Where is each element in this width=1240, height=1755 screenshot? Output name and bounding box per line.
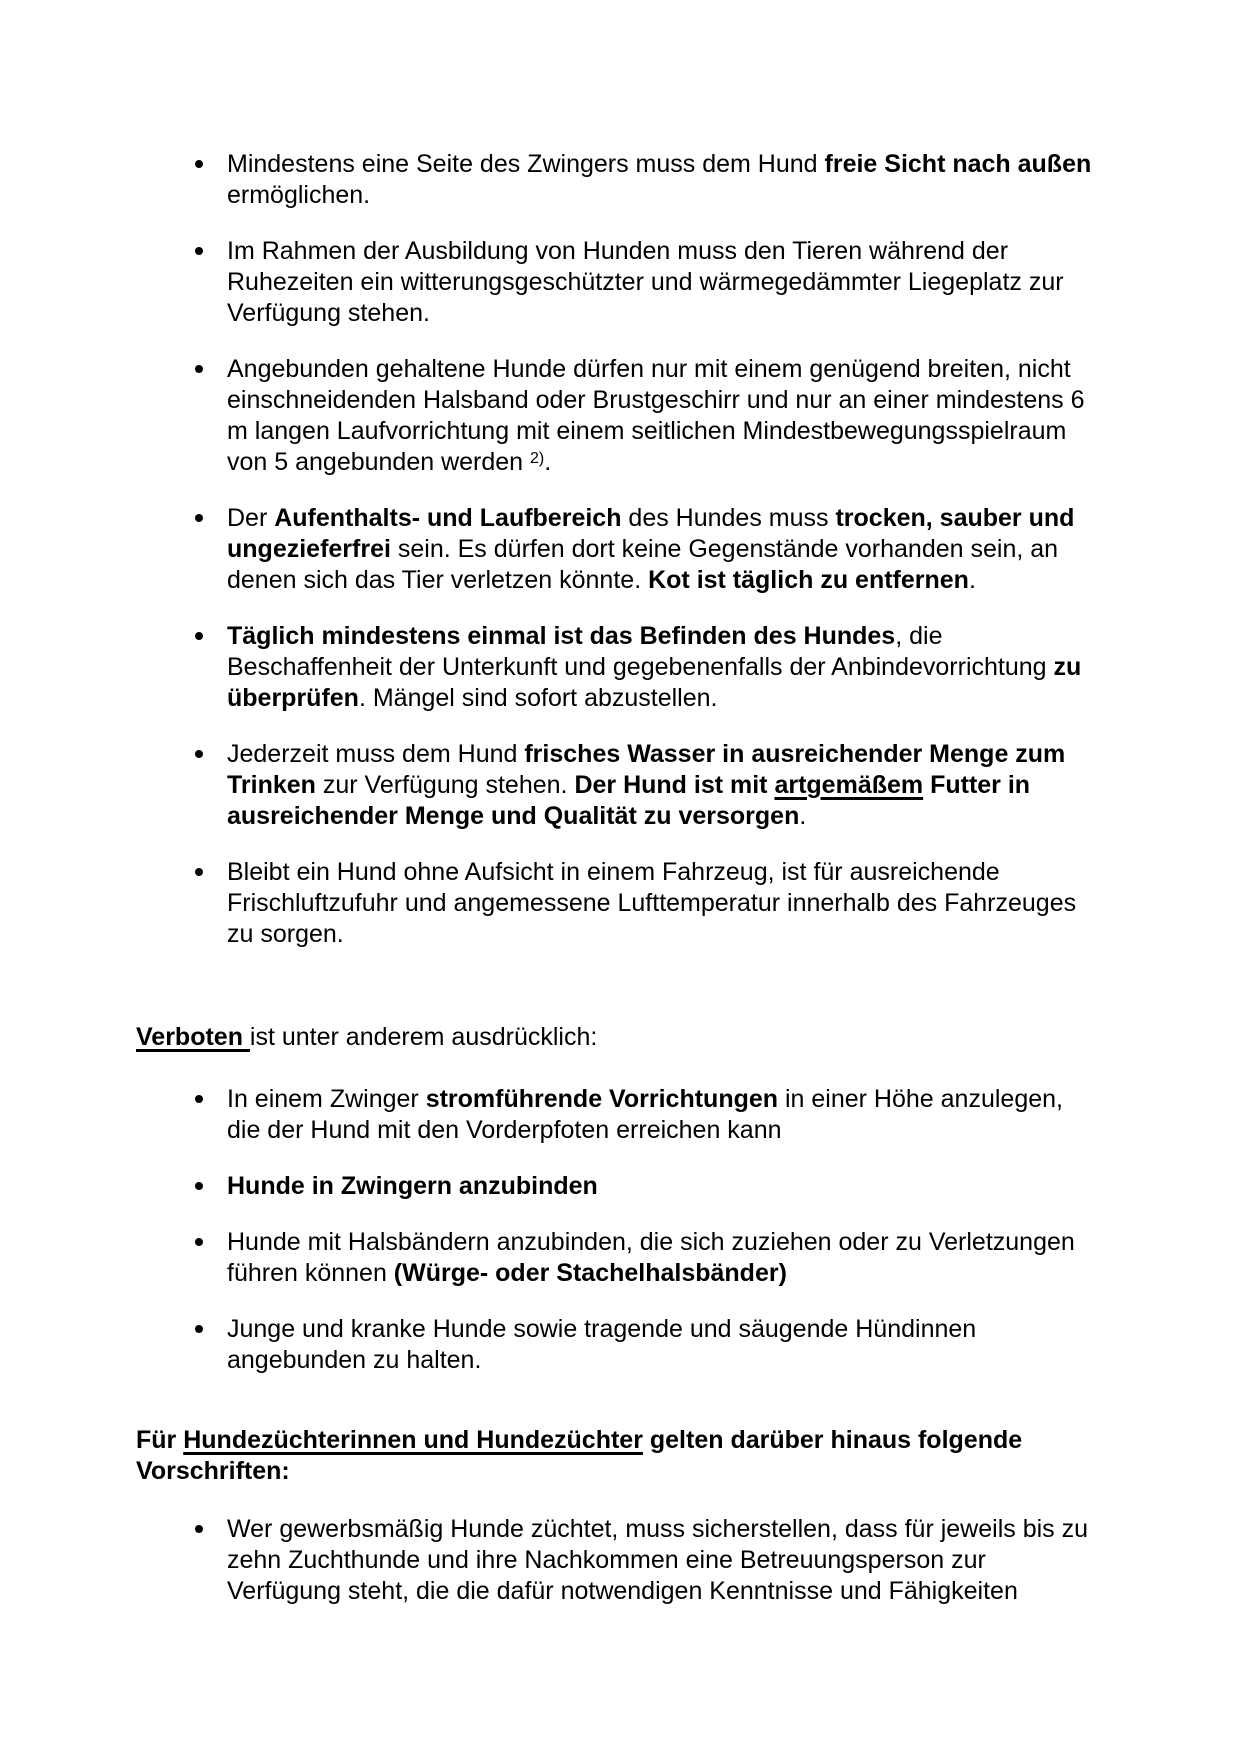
bullet-text	[227, 857, 1180, 950]
bullet-dot-icon	[195, 514, 203, 522]
text-run: zu sorgen.	[227, 920, 344, 948]
text-run: Ruhezeiten ein witterungsgeschützter und wärmegedämmter Liegeplatz zur	[227, 268, 1064, 296]
superscript-footnote-ref: 2)	[530, 450, 545, 467]
text-run: artgemäßem	[774, 771, 924, 799]
breeders-rules-list	[136, 1514, 1180, 1607]
text-line	[227, 1258, 1180, 1289]
text-run: .	[968, 566, 976, 594]
text-run: , die	[895, 622, 943, 650]
text-run: überprüfen	[227, 684, 359, 712]
bullet-text	[227, 503, 1180, 596]
text-line	[227, 503, 1180, 534]
text-run: . Mängel sind sofort abzustellen.	[358, 684, 718, 712]
bullet-dot-icon	[195, 750, 203, 758]
text-line	[227, 385, 1180, 416]
text-run: Angebunden gehaltene Hunde dürfen nur mit einem genügend breiten, nicht	[227, 355, 1071, 383]
bullet-dot-icon	[195, 1238, 203, 1246]
bullet-item	[136, 354, 1180, 478]
bullet-dot-icon	[195, 247, 203, 255]
bullet-text	[227, 621, 1180, 714]
text-line	[227, 298, 1180, 329]
text-run: Frischluftzufuhr und angemessene Lufttemperatur innerhalb des Fahrzeuges	[227, 889, 1077, 917]
text-line	[227, 739, 1180, 770]
text-line	[227, 1345, 1180, 1376]
text-line	[227, 1084, 1180, 1115]
breeders-heading	[136, 1425, 1180, 1487]
bullet-text	[227, 1314, 1180, 1376]
bullet-text	[227, 1084, 1180, 1146]
bullet-dot-icon	[195, 365, 203, 373]
bullet-dot-icon	[195, 868, 203, 876]
text-run: gelten darüber hinaus folgende	[642, 1426, 1023, 1454]
bullet-item	[136, 236, 1180, 329]
bullet-dot-icon	[195, 1095, 203, 1103]
text-line	[227, 1171, 1180, 1202]
text-run: Hunde in Zwingern anzubinden	[227, 1172, 598, 1200]
text-run: von 5 angebunden werden	[227, 448, 531, 476]
bullet-text	[227, 354, 1180, 478]
text-run: In einem Zwinger	[227, 1085, 426, 1113]
text-line	[227, 236, 1180, 267]
text-run: sein. Es dürfen dort keine Gegenstände vorhanden sein, an	[390, 535, 1059, 563]
bullet-item	[136, 857, 1180, 950]
text-run: Wer gewerbsmäßig Hunde züchtet, muss sicherstellen, dass für jeweils bis zu	[227, 1515, 1088, 1543]
text-run: angebunden zu halten.	[227, 1346, 482, 1374]
text-line	[227, 770, 1180, 801]
text-run: denen sich das Tier verletzen könnte.	[227, 566, 649, 594]
text-run: .	[544, 448, 552, 476]
text-line	[227, 1314, 1180, 1345]
text-run: zu	[1053, 653, 1082, 681]
text-run: freie Sicht nach außen	[824, 150, 1092, 178]
text-run: .	[799, 802, 807, 830]
text-run: Hundezüchterinnen und Hundezüchter	[183, 1426, 643, 1454]
text-line	[227, 416, 1180, 447]
text-run: Hunde mit Halsbändern anzubinden, die sich zuziehen oder zu Verletzungen	[227, 1228, 1075, 1256]
text-line	[227, 1576, 1180, 1607]
text-line	[227, 1514, 1180, 1545]
text-run: Jederzeit muss dem Hund	[227, 740, 525, 768]
text-run: die der Hund mit den Vorderpfoten erreichen kann	[227, 1116, 782, 1144]
text-run: Täglich mindestens einmal ist das Befinden des Hundes	[227, 622, 896, 650]
bullet-item	[136, 1314, 1180, 1376]
bullet-item	[136, 621, 1180, 714]
text-run: des Hundes muss	[621, 504, 836, 532]
text-line	[227, 1227, 1180, 1258]
bullet-dot-icon	[195, 1182, 203, 1190]
text-run: führen können	[227, 1259, 394, 1287]
text-line	[136, 1022, 1180, 1053]
text-line	[227, 565, 1180, 596]
text-run: Vorschriften:	[136, 1457, 290, 1485]
text-line	[227, 447, 1180, 478]
text-run: zur Verfügung stehen.	[315, 771, 575, 799]
text-run: trocken, sauber und	[835, 504, 1075, 532]
bullet-item	[136, 149, 1180, 211]
bullet-text	[227, 1171, 1180, 1202]
bullet-item	[136, 1084, 1180, 1146]
text-run: Trinken	[227, 771, 316, 799]
text-run: ungezieferfrei	[227, 535, 391, 563]
text-line	[227, 354, 1180, 385]
bullet-text	[227, 739, 1180, 832]
bullet-dot-icon	[195, 632, 203, 640]
text-run: Junge und kranke Hunde sowie tragende und säugende Hündinnen	[227, 1315, 977, 1343]
bullet-text	[227, 1514, 1180, 1607]
text-run: ausreichender Menge und Qualität zu versorgen	[227, 802, 800, 830]
bullet-item	[136, 1227, 1180, 1289]
text-run: Verboten	[136, 1023, 250, 1051]
bullet-item	[136, 1171, 1180, 1202]
text-line	[227, 149, 1180, 180]
bullet-dot-icon	[195, 160, 203, 168]
text-line	[227, 919, 1180, 950]
text-line	[136, 1425, 1180, 1456]
text-run: ist unter anderem ausdrücklich:	[249, 1023, 598, 1051]
bullet-dot-icon	[195, 1325, 203, 1333]
text-run: Beschaffenheit der Unterkunft und gegebenenfalls der Anbindevorrichtung	[227, 653, 1054, 681]
text-run: m langen Laufvorrichtung mit einem seitlichen Mindestbewegungsspielraum	[227, 417, 1067, 445]
text-run: in einer Höhe anzulegen,	[778, 1085, 1063, 1113]
text-run: Verfügung stehen.	[227, 299, 430, 327]
text-run: Aufenthalts- und Laufbereich	[274, 504, 622, 532]
text-run: Verfügung steht, die die dafür notwendigen Kenntnisse und Fähigkeiten	[227, 1577, 1018, 1605]
text-run: Der Hund ist mit	[574, 771, 775, 799]
text-line	[136, 1456, 1180, 1487]
text-run: Im Rahmen der Ausbildung von Hunden muss den Tieren während der	[227, 237, 1009, 265]
text-line	[227, 621, 1180, 652]
text-run: Futter in	[923, 771, 1031, 799]
bullet-item	[136, 503, 1180, 596]
text-run: Kot ist täglich zu entfernen	[648, 566, 969, 594]
text-run: Bleibt ein Hund ohne Aufsicht in einem Fahrzeug, ist für ausreichende	[227, 858, 1000, 886]
text-line	[227, 801, 1180, 832]
text-line	[227, 267, 1180, 298]
prohibitions-list	[136, 1084, 1180, 1376]
bullet-item	[136, 1514, 1180, 1607]
text-line	[227, 888, 1180, 919]
bullet-text	[227, 149, 1180, 211]
text-run: frisches Wasser in ausreichender Menge zum	[524, 740, 1066, 768]
text-line	[227, 1545, 1180, 1576]
text-run: Für	[136, 1426, 184, 1454]
text-line	[227, 534, 1180, 565]
text-run: einschneidenden Halsband oder Brustgeschirr und nur an einer mindestens 6	[227, 386, 1085, 414]
text-line	[227, 857, 1180, 888]
bullet-dot-icon	[195, 1525, 203, 1533]
text-run: Mindestens eine Seite des Zwingers muss dem Hund	[227, 150, 825, 178]
text-run: stromführende Vorrichtungen	[425, 1085, 779, 1113]
verboten-heading	[136, 1022, 1180, 1053]
bullet-text	[227, 236, 1180, 329]
text-run: ermöglichen.	[227, 181, 371, 209]
text-line	[227, 652, 1180, 683]
text-run: zehn Zuchthunde und ihre Nachkommen eine Betreuungsperson zur	[227, 1546, 986, 1574]
keeping-rules-list	[136, 149, 1180, 950]
text-run: (Würge- oder Stachelhalsbänder)	[393, 1259, 787, 1287]
text-line	[227, 1115, 1180, 1146]
bullet-item	[136, 739, 1180, 832]
text-line	[227, 683, 1180, 714]
text-run: Der	[227, 504, 275, 532]
text-line	[227, 180, 1180, 211]
bullet-text	[227, 1227, 1180, 1289]
